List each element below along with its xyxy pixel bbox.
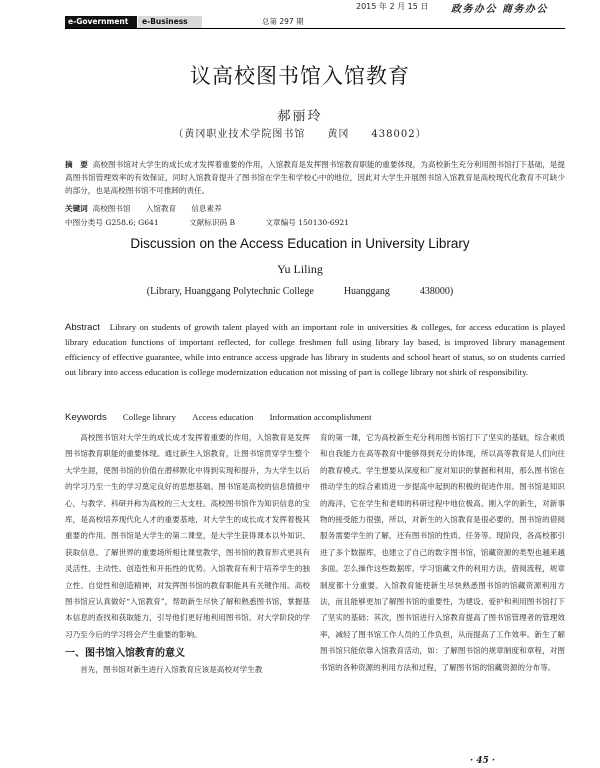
abstract-cn-text: 高校图书馆对大学生的成长成才发挥着重要的作用，入馆教育是发挥图书馆教育职能的重要体现，为高校新生充分利用图书馆打下基础，是提高图书馆管理效率的有效保证，同时入馆教育提升了图书馆在学生和学校心中的地位，因此对大学生开展图书馆入馆教育是高校现代化教育不可缺少的部分，也是高校图书馆不可推卸的责任。 <box>65 160 566 195</box>
abstract-en <box>65 320 565 380</box>
keywords-cn-text: 高校图书馆 入馆教育 信息素养 <box>92 204 222 213</box>
keywords-cn-label: 关键词 <box>65 204 88 213</box>
body-column-left <box>65 430 310 679</box>
page-number: · 45 · <box>470 756 496 766</box>
issue-number: 总第 297 期 <box>262 17 304 26</box>
keyword-en-3: Information accomplishment <box>269 412 372 422</box>
abstract-cn-label: 摘 要 <box>65 160 88 169</box>
paper-title-en: Discussion on the Access Education in University Library <box>130 236 470 251</box>
body-column-right <box>320 430 565 676</box>
keywords-en-label: Keywords <box>65 412 107 423</box>
body-paragraph: 首先，图书馆对新生进行入馆教育应该是高校对学生教 <box>80 665 263 675</box>
body-paragraph: 高校图书馆对大学生的成长成才发挥着重要的作用，入馆教育是发挥图书馆教育职能的重要体现。通过新生入馆教育，让图书馆贯穿学生整个大学生涯，使图书馆的价值在潜移默化中得到实现和提升，为大学生以后的学习乃至一生的学习奠定良好的思想基础。图书馆是高校的信息情报中心，与教学、科研并称为高校的三大支柱。高校图书馆作为知识信息的宝库，是高校培养现代化人才的重要基地，对大学生的成长成才发挥着极其重要的作用。图书馆是大学生的第二课堂，是大学生获得课本以外知识、获取信息、了解世界的重要场所相比课堂教学，图书馆的教育形式更具有灵活性、主动性、创造性和开拓性的优势。入馆教育有利于培养学生的独立性、自觉性和创造精神，对发挥图书馆的教育职能具有关键作用。高校图书馆应认真做好“入馆教育”，帮助新生尽快了解和熟悉图书馆，掌握基本信息的查找和获取能力，引导他们更好地利用图书馆。对大学阶段的学习乃至今后的学习将会产生重要的影响。 <box>65 433 310 639</box>
keyword-en-2: Access education <box>192 412 254 422</box>
journal-brand: 政务办公 商务办公 <box>451 4 548 15</box>
tag-ebusiness: e-Business <box>138 16 202 28</box>
body-paragraph: 育的第一课，它为高校新生充分利用图书馆打下了坚实的基础，综合素质和自我能力在高等教育中能够得到充分的体现，所以高等教育是人们向往的教育模式。学生想要从深度和广度对知识的掌握和利用，那么图书馆在推动学生的综合素质进一步提高中起到的积极的促进作用。图书馆是知识的海洋，它在学生和老师的科研过程中地位极高。刚入学的新生，对新事物的接受能力很强，所以，对新生的入馆教育是很必要的。图书馆的借阅服务需要学生的了解，还有图书馆的性质、任务等。现阶段，各高校都引进了多个数据库，也建立了自己的数字图书馆，馆藏资源的类型也越来越多面。怎么操作这些数据库，学习馆藏文件的利用方法，借阅流程，规章制度都十分重要。入馆教育能使新生尽快熟悉图书馆的馆藏资源利用方法，而且能够更加了解图书馆的重要性，为建设、爱护和利用图书馆打下了坚实的基础；其次，图书馆进行入馆教育提高了图书馆管理者的管理效率，减轻了图书馆工作人员的工作负担，从而提高了工作效率。新生了解图书馆只能依靠入馆教育活动，如：了解图书馆的规章制度和章程，对图书馆的各种资源的利用方法和过程，了解图书馆的馆藏资源的分布等。 <box>320 433 565 672</box>
classification-cn: 中图分类号 G258.6; G641 文献标识码 B 文章编号 150130-6921 <box>65 218 350 227</box>
paper-title-cn: 议高校图书馆入馆教育 <box>190 64 410 88</box>
abstract-en-text: Library on students of growth talent played with an important role in universities & colleges, for access education is played library education functions of important reflected, for college freshmen full using library lay based, is improved library management efficiency of effective guarantee, while into entrance access upgrade has library in students and school heart of status, so on students carried out library into access education is college modernization education not missing of part is college library not shirk of responsibility. <box>65 322 565 377</box>
tag-egovernment: e-Government <box>65 16 137 28</box>
affiliation-cn: （黄冈职业技术学院图书馆 黄冈 438002） <box>173 129 427 140</box>
abstract-cn <box>65 158 565 197</box>
section-heading: 一、图书馆入馆教育的意义 <box>65 648 185 660</box>
issue-date: 2015 年 2 月 15 日 <box>356 2 429 11</box>
keyword-en-1: College library <box>122 412 176 422</box>
keywords-cn <box>65 202 565 215</box>
author-cn: 郝丽玲 <box>277 109 323 124</box>
keywords-en <box>65 412 565 423</box>
abstract-en-label: Abstract <box>65 322 100 333</box>
affiliation-en: (Library, Huanggang Polytechnic College Huanggang 438000) <box>146 286 454 297</box>
author-en: Yu Liling <box>277 262 323 276</box>
